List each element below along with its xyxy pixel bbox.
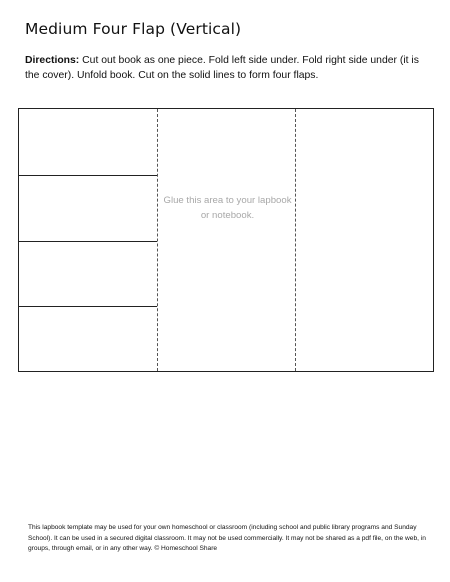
copyright-notice: This lapbook template may be used for your own homeschool or classroom (including school and public library programs and Sunday School). It can be used in a secured digital classroom. It may not be used commercially. It may not be shared as a pdf file, on the web, in groups, through email, or in any other way. © Homeschool Share [28,524,426,552]
glue-area-label: Glue this area to your lapbook or notebook. [163,195,292,221]
fold-line-left [157,109,158,371]
directions-label: Directions: [25,55,80,66]
flap-3 [19,241,157,306]
flap-1 [19,109,157,175]
page-title: Medium Four Flap (Vertical) [25,20,242,38]
flap-4 [19,306,157,371]
fold-line-right [295,109,296,371]
directions [25,53,425,83]
four-flap-template [18,108,434,372]
directions-text: Cut out book as one piece. Fold left side under. Fold right side under (it is the cover). Unfold book. Cut on the solid lines to form four flaps. [25,55,419,81]
flaps-column [19,109,157,371]
flap-2 [19,175,157,241]
